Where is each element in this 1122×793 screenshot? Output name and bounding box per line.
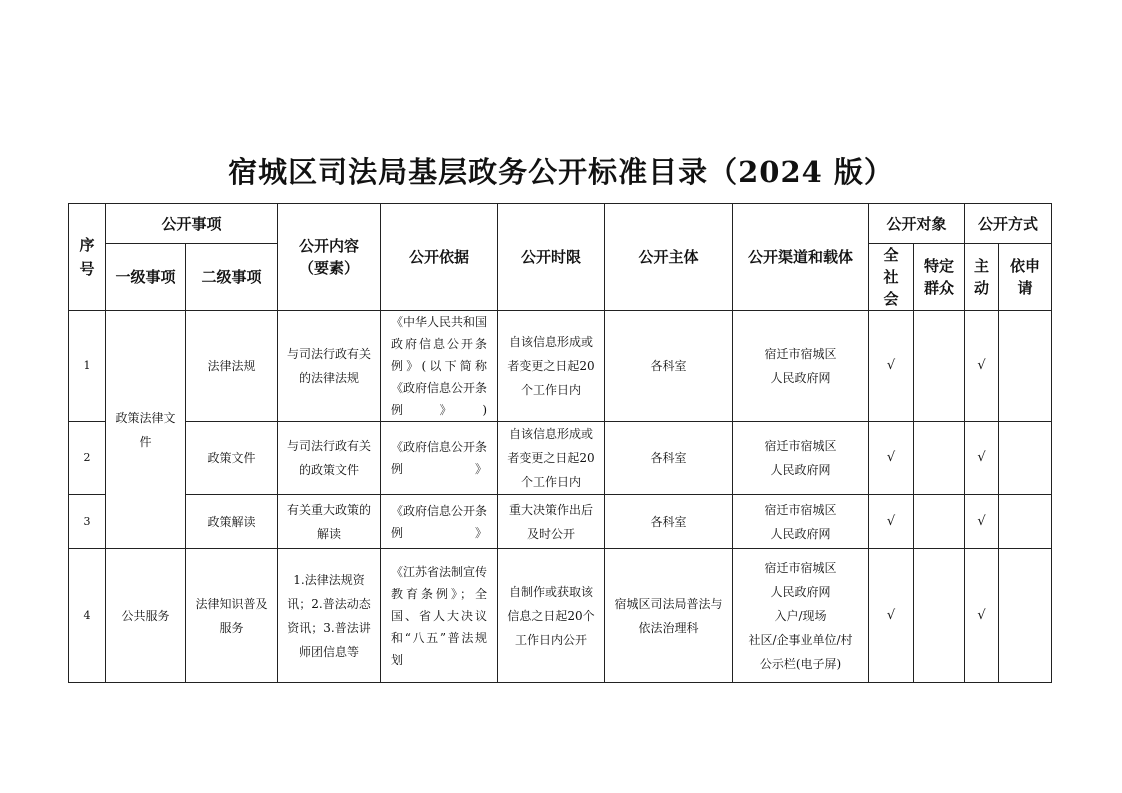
header-items-group: 公开事项 — [106, 204, 278, 244]
row-level2: 法律法规 — [186, 311, 278, 422]
check-on-request — [999, 422, 1052, 495]
header-audience-group: 公开对象 — [869, 204, 965, 244]
check-specific-group — [914, 495, 965, 549]
header-seq: 序 号 — [69, 204, 106, 311]
disclosure-catalog-table — [68, 203, 1052, 683]
group-public-service: 公共服务 — [106, 549, 186, 683]
row-time-limit: 自制作或获取该信息之日起20个工作日内公开 — [498, 549, 605, 683]
check-on-request — [999, 495, 1052, 549]
row-time-limit: 重大决策作出后及时公开 — [498, 495, 605, 549]
check-active: √ — [965, 495, 999, 549]
row-subject: 各科室 — [605, 422, 733, 495]
check-all-society: √ — [869, 422, 914, 495]
row-seq: 1 — [69, 311, 106, 422]
header-method-active: 主 动 — [965, 244, 999, 311]
row-seq: 2 — [69, 422, 106, 495]
table-row — [69, 311, 1052, 422]
check-active: √ — [965, 422, 999, 495]
row-subject: 宿城区司法局普法与依法治理科 — [605, 549, 733, 683]
row-seq: 4 — [69, 549, 106, 683]
header-level1: 一级事项 — [106, 244, 186, 311]
header-method-request: 依申 请 — [999, 244, 1052, 311]
row-content: 与司法行政有关的政策文件 — [278, 422, 381, 495]
row-basis: 《江苏省法制宣传教育条例》；全国、省人大决议和“八五”普法规划 — [381, 549, 498, 683]
row-level2: 政策解读 — [186, 495, 278, 549]
row-content: 有关重大政策的解读 — [278, 495, 381, 549]
header-method-group: 公开方式 — [965, 204, 1052, 244]
row-subject: 各科室 — [605, 495, 733, 549]
table-row — [69, 549, 1052, 683]
header-channel: 公开渠道和载体 — [733, 204, 869, 311]
row-level2: 政策文件 — [186, 422, 278, 495]
check-all-society: √ — [869, 495, 914, 549]
check-all-society: √ — [869, 549, 914, 683]
row-channel: 宿迁市宿城区 人民政府网 入户/现场 社区/企事业单位/村 公示栏(电子屏) — [733, 549, 869, 683]
document-title: 宿城区司法局基层政务公开标准目录（2024 版） — [228, 155, 894, 189]
row-channel: 宿迁市宿城区 人民政府网 — [733, 311, 869, 422]
header-basis: 公开依据 — [381, 204, 498, 311]
row-content: 与司法行政有关的法律法规 — [278, 311, 381, 422]
row-subject: 各科室 — [605, 311, 733, 422]
row-level2: 法律知识普及服务 — [186, 549, 278, 683]
row-time-limit: 自该信息形成或者变更之日起20个工作日内 — [498, 422, 605, 495]
header-content: 公开内容 （要素） — [278, 204, 381, 311]
header-level2: 二级事项 — [186, 244, 278, 311]
row-basis: 《政府信息公开条例》 — [381, 495, 498, 549]
row-time-limit: 自该信息形成或者变更之日起20个工作日内 — [498, 311, 605, 422]
table-row — [69, 422, 1052, 495]
header-subject: 公开主体 — [605, 204, 733, 311]
header-time-limit: 公开时限 — [498, 204, 605, 311]
row-channel: 宿迁市宿城区 人民政府网 — [733, 495, 869, 549]
header-audience-all: 全 社 会 — [869, 244, 914, 311]
row-seq: 3 — [69, 495, 106, 549]
check-active: √ — [965, 549, 999, 683]
row-basis: 《中华人民共和国政府信息公开条例》(以下简称《政府信息公开条例》) — [381, 311, 498, 422]
check-specific-group — [914, 549, 965, 683]
row-content: 1.法律法规资讯；2.普法动态资讯；3.普法讲师团信息等 — [278, 549, 381, 683]
check-specific-group — [914, 422, 965, 495]
check-specific-group — [914, 311, 965, 422]
check-on-request — [999, 549, 1052, 683]
row-channel: 宿迁市宿城区 人民政府网 — [733, 422, 869, 495]
check-all-society: √ — [869, 311, 914, 422]
table-row — [69, 495, 1052, 549]
check-active: √ — [965, 311, 999, 422]
header-audience-specific: 特定 群众 — [914, 244, 965, 311]
row-basis: 《政府信息公开条例》 — [381, 422, 498, 495]
check-on-request — [999, 311, 1052, 422]
group-policy-documents: 政策法律文件 — [106, 311, 186, 549]
